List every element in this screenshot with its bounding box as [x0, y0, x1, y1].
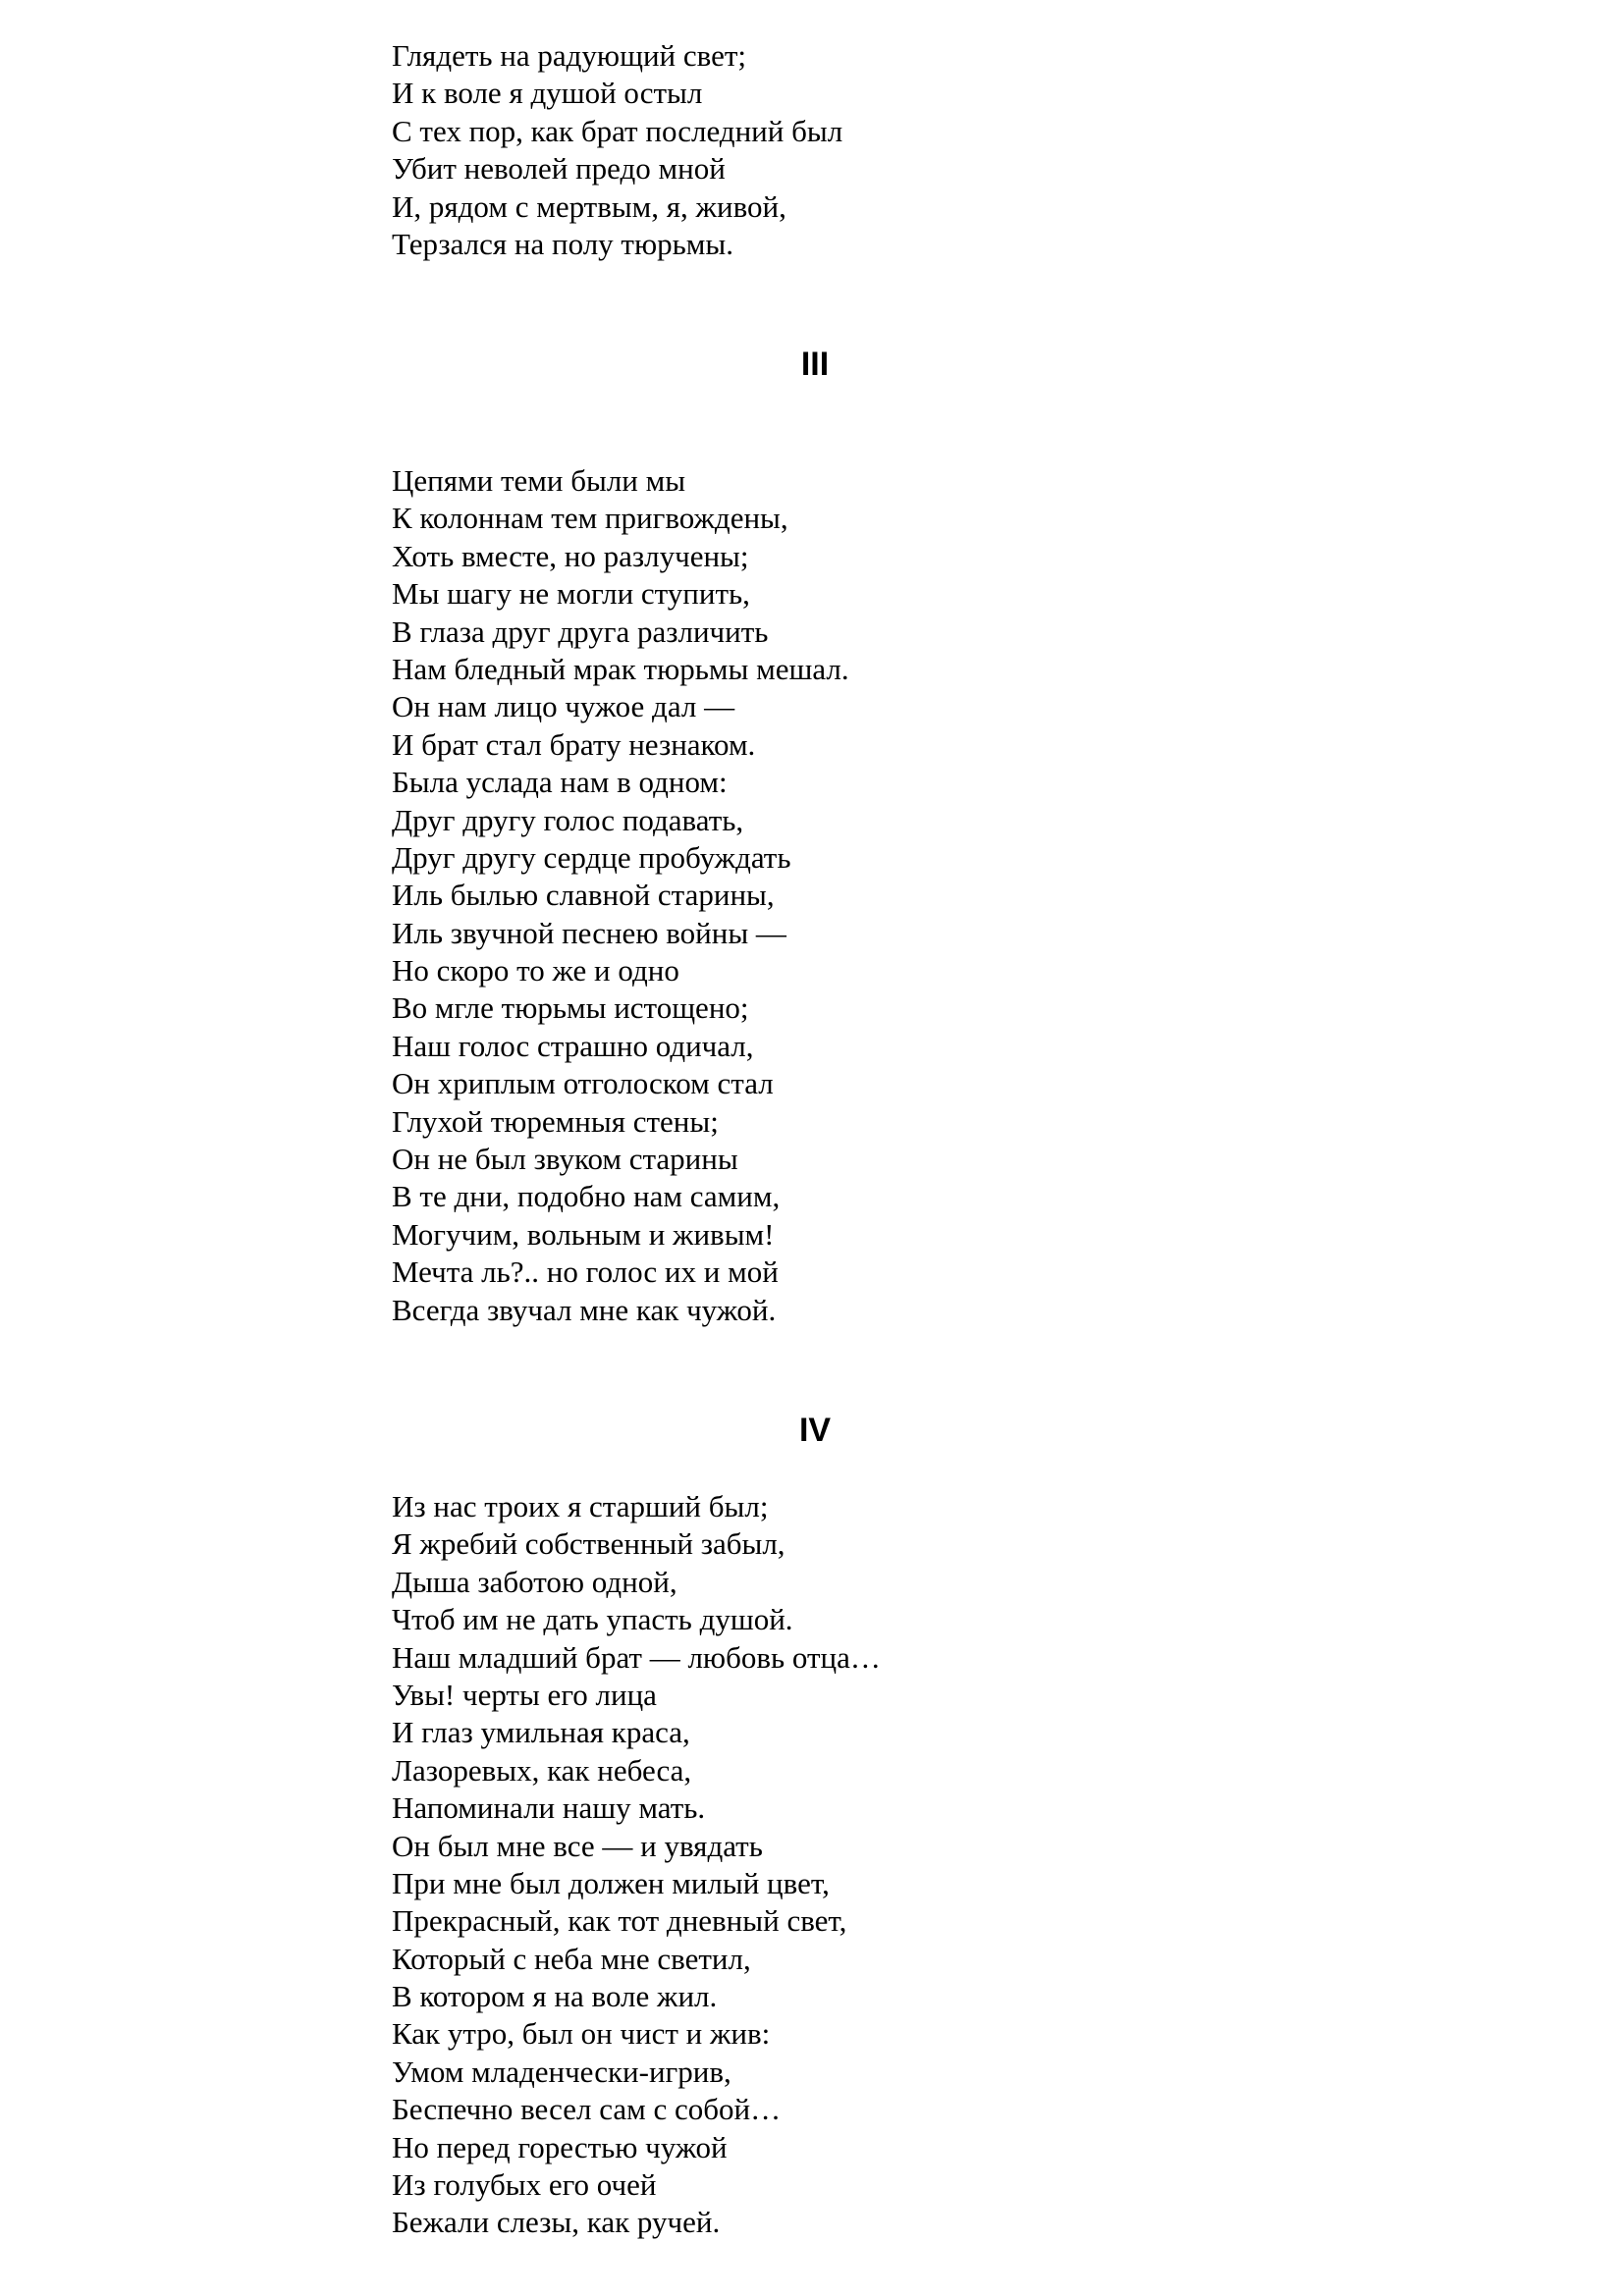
poem-line: И, рядом с мертвым, я, живой,	[392, 188, 786, 224]
poem-line: Который с неба мне светил,	[392, 1941, 751, 1976]
section-heading-3: III	[800, 346, 830, 383]
poem-line: И брат стал брату незнаком.	[392, 726, 756, 762]
poem-line: Мечта ль?.. но голос их и мой	[392, 1255, 779, 1290]
poem-line: С тех пор, как брат последний был	[392, 113, 843, 148]
poem-line: Иль звучной песнею войны —	[392, 915, 786, 950]
poem-line: Он хриплым отголоском стал	[392, 1066, 774, 1101]
poem-line: И глаз умильная краса,	[392, 1715, 690, 1750]
poem-line: Глядеть на радующий свет;	[392, 38, 747, 73]
poem-line: Лазоревых, как небеса,	[392, 1752, 692, 1788]
poem-line: Я жребий собственный забыл,	[392, 1526, 785, 1562]
poem-line: Друг другу сердце пробуждать	[392, 839, 791, 875]
poem-line: Из нас троих я старший был;	[392, 1489, 769, 1523]
poem-line: Беспечно весел сам с собой…	[392, 2092, 782, 2127]
poem-line: Иль былью славной старины,	[392, 878, 775, 913]
poem-line: Как утро, был он чист и жив:	[392, 2016, 771, 2052]
poem-line: Во мгле тюрьмы истощено;	[392, 990, 749, 1026]
poem-line: Напоминали нашу мать.	[392, 1790, 706, 1826]
poem-line: При мне был должен милый цвет,	[392, 1865, 830, 1900]
poem-line: Цепями теми были мы	[392, 463, 686, 498]
poem-line: Друг другу голос подавать,	[392, 802, 744, 837]
stanza-3	[392, 1488, 1374, 2242]
poem-line: Наш младший брат — любовь отца…	[392, 1639, 881, 1675]
poem-line: Мы шагу не могли ступить,	[392, 576, 750, 612]
poem-line: Глухой тюремныя стены;	[392, 1103, 719, 1139]
poem-line: Могучим, вольным и живым!	[392, 1216, 775, 1252]
poem-line: Бежали слезы, как ручей.	[392, 2205, 721, 2240]
poem-line: Но перед горестью чужой	[392, 2129, 728, 2164]
poem-line: В котором я на воле жил.	[392, 1979, 718, 2014]
poem-line: Он был мне все — и увядать	[392, 1828, 763, 1863]
poem-line: Он не был звуком старины	[392, 1142, 738, 1177]
poem-line: Нам бледный мрак тюрьмы мешал.	[392, 651, 849, 686]
poem-line: Убит неволей предо мной	[392, 151, 726, 187]
poem-line: Чтоб им не дать упасть душой.	[392, 1602, 793, 1637]
poem-line: К колоннам тем пригвождены,	[392, 501, 788, 536]
poem-line: Увы! черты его лица	[392, 1677, 657, 1712]
poem-line: Дыша заботою одной,	[392, 1564, 677, 1599]
poem-line: Терзался на полу тюрьмы.	[392, 226, 733, 261]
poem-line: В те дни, подобно нам самим,	[392, 1179, 781, 1214]
poem-line: Умом младенчески-игрив,	[392, 2054, 731, 2089]
poem-line: В глаза друг друга различить	[392, 614, 769, 649]
poem-line: Из голубых его очей	[392, 2167, 657, 2203]
poem-line: Хоть вместе, но разлучены;	[392, 538, 749, 573]
poem-line: Он нам лицо чужое дал —	[392, 689, 735, 724]
poem-line: Была услада нам в одном:	[392, 765, 728, 800]
poem-line: И к воле я душой остыл	[392, 76, 703, 111]
poem-line: Наш голос страшно одичал,	[392, 1028, 754, 1063]
poem-line: Но скоро то же и одно	[392, 953, 679, 988]
stanza-1	[392, 37, 1374, 263]
section-heading-4: IV	[798, 1412, 832, 1449]
poem-line: Всегда звучал мне как чужой.	[392, 1292, 777, 1327]
poem-line: Прекрасный, как тот дневный свет,	[392, 1903, 847, 1939]
stanza-2	[392, 462, 1374, 1329]
